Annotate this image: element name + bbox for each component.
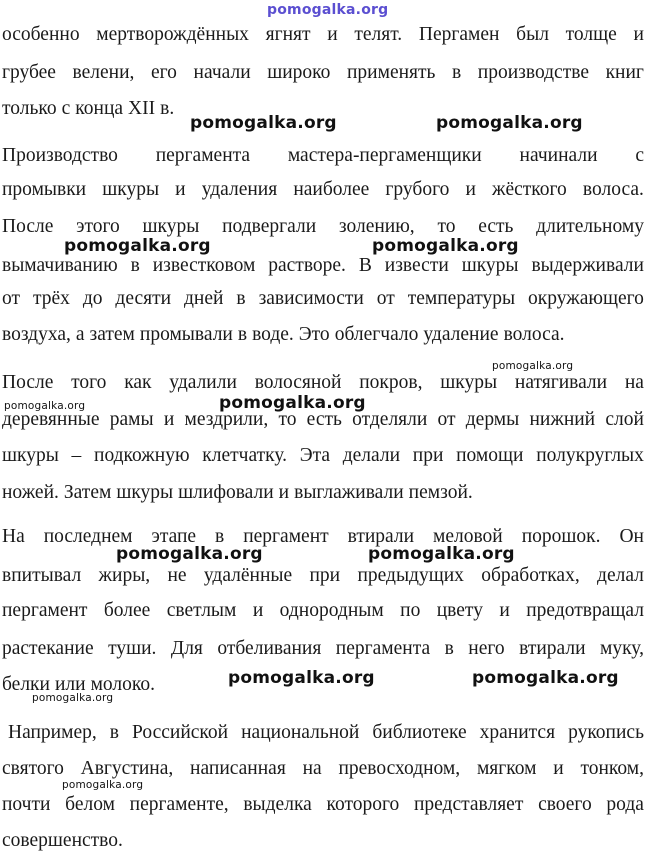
paragraph-4-line-4: растекание туши. Для отбеливания пергамента в него втирали муку, (2, 638, 644, 659)
paragraph-4-line-1: На последнем этапе в пергамент втирали меловой порошок. Он (2, 526, 644, 547)
watermark-10: pomogalka.org (368, 544, 515, 564)
watermark-5: pomogalka.org (372, 236, 519, 256)
paragraph-2-line-5: от трёх до десяти дней в зависимости от температуры окружающего (2, 288, 644, 309)
paragraph-2-line-3: После этого шкуры подвергали золению, то есть длительному (2, 216, 644, 237)
watermark-13: pomogalka.org (32, 692, 114, 704)
watermark-2: pomogalka.org (190, 113, 337, 133)
paragraph-2-line-1: Производство пергамента мастера-пергаменщики начинали с (2, 145, 644, 166)
paragraph-1-line-3: только с конца XII в. (2, 98, 175, 119)
paragraph-1-line-2: грубее велени, его начали широко применять в производстве книг (2, 62, 644, 83)
paragraph-2-line-6: воздуха, а затем промывали в воде. Это облегчало удаление волоса. (2, 324, 565, 345)
watermark-6: pomogalka.org (492, 360, 574, 372)
paragraph-5-line-3: почти белом пергаменте, выделка которого представляет своего рода (2, 794, 644, 815)
watermark-14: pomogalka.org (62, 779, 144, 791)
watermark-1: pomogalka.org (267, 2, 389, 18)
paragraph-4-line-2: впитывал жиры, не удалённые при предыдущих обработках, делал (2, 565, 644, 586)
watermark-8: pomogalka.org (219, 393, 366, 413)
watermark-7: pomogalka.org (4, 400, 86, 412)
paragraph-4-line-5: белки или молоко. (2, 674, 156, 695)
paragraph-1-line-1: особенно мертворождённых ягнят и телят. Пергамен был толще и (2, 24, 644, 45)
watermark-3: pomogalka.org (436, 113, 583, 133)
paragraph-3-line-2: деревянные рамы и мездрили, то есть отделяли от дермы нижний слой (2, 409, 644, 430)
paragraph-4-line-3: пергамент более светлым и однородным по цвету и предотвращал (2, 600, 644, 621)
paragraph-5-line-4: совершенство. (2, 830, 123, 851)
watermark-12: pomogalka.org (472, 668, 619, 688)
paragraph-3-line-1: После того как удалили волосяной покров, шкуры натягивали на (2, 372, 644, 393)
watermark-11: pomogalka.org (228, 668, 375, 688)
paragraph-3-line-3: шкуры – подкожную клетчатку. Эта делали при помощи полукруглых (2, 445, 644, 466)
paragraph-2-line-2: промывки шкуры и удаления наиболее грубого и жёсткого волоса. (2, 179, 644, 200)
watermark-4: pomogalka.org (64, 236, 211, 256)
paragraph-5-line-2: святого Августина, написанная на превосходном, мягком и тонком, (2, 758, 644, 779)
paragraph-2-line-4: вымачиванию в известковом растворе. В извести шкуры выдерживали (2, 255, 644, 276)
paragraph-5-line-1: Например, в Российской национальной библиотеке хранится рукопись (8, 722, 644, 743)
paragraph-3-line-4: ножей. Затем шкуры шлифовали и выглаживали пемзой. (2, 482, 473, 503)
watermark-9: pomogalka.org (116, 544, 263, 564)
